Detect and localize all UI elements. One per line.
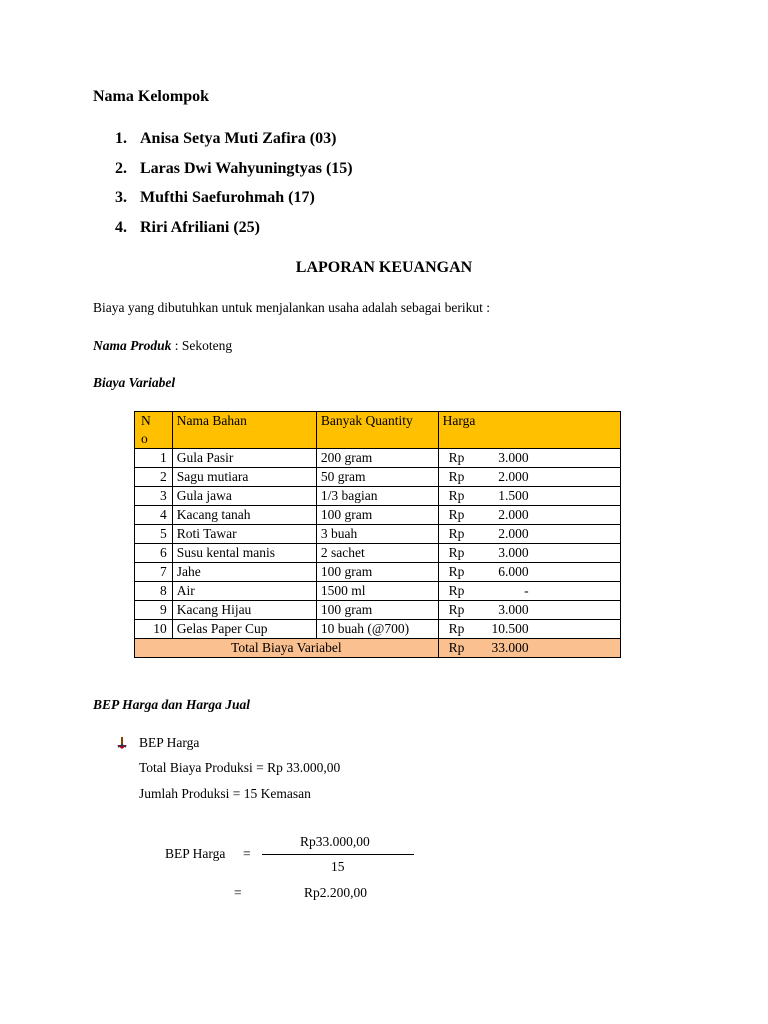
total-label: Total Biaya Variabel — [135, 639, 439, 658]
row-name: Roti Tawar — [172, 525, 316, 544]
row-qty: 100 gram — [316, 601, 438, 620]
list-item: 1. Anisa Setya Muti Zafira (03) — [115, 129, 353, 159]
row-qty: 10 buah (@700) — [316, 620, 438, 639]
col-header-qty: Banyak Quantity — [316, 412, 438, 449]
row-price: Rp 1.500 — [438, 487, 620, 506]
formula-numerator: Rp33.000,00 — [300, 834, 370, 849]
row-no: 7 — [135, 563, 173, 582]
product-sep: : — [171, 338, 182, 353]
row-qty: 50 gram — [316, 468, 438, 487]
row-price: Rp - — [438, 582, 620, 601]
row-no: 8 — [135, 582, 173, 601]
list-item: 4. Riri Afriliani (25) — [115, 218, 353, 248]
row-price: Rp 2.000 — [438, 525, 620, 544]
row-qty: 100 gram — [316, 563, 438, 582]
row-qty: 3 buah — [316, 525, 438, 544]
row-no: 4 — [135, 506, 173, 525]
row-price: Rp 3.000 — [438, 544, 620, 563]
table-row — [135, 506, 621, 525]
table-row — [135, 468, 621, 487]
bep-heading: BEP Harga dan Harga Jual — [93, 697, 251, 712]
row-qty: 100 gram — [316, 506, 438, 525]
table-row — [135, 525, 621, 544]
table-row — [135, 601, 621, 620]
row-name: Kacang Hijau — [172, 601, 316, 620]
table-row — [135, 487, 621, 506]
member-list — [115, 129, 353, 247]
list-item: 3. Mufthi Saefurohmah (17) — [115, 188, 353, 218]
row-no: 2 — [135, 468, 173, 487]
row-no: 1 — [135, 449, 173, 468]
row-name: Air — [172, 582, 316, 601]
table-header-row — [135, 412, 621, 449]
col-header-price: Harga — [438, 412, 620, 449]
row-name: Gelas Paper Cup — [172, 620, 316, 639]
formula-denominator: 15 — [331, 859, 345, 874]
product-label: Nama Produk — [93, 338, 172, 353]
row-price: Rp 3.000 — [438, 601, 620, 620]
fraction-line — [262, 854, 414, 855]
member-name: Riri Afriliani (25) — [140, 218, 260, 236]
member-name: Anisa Setya Muti Zafira (03) — [140, 130, 337, 147]
row-no: 9 — [135, 601, 173, 620]
row-name: Jahe — [172, 563, 316, 582]
formula-equals: = — [243, 846, 251, 861]
result-equals: = — [234, 885, 242, 900]
row-price: Rp 6.000 — [438, 563, 620, 582]
row-name: Sagu mutiara — [172, 468, 316, 487]
product-value: Sekoteng — [181, 338, 233, 353]
arrow-bullet-icon — [115, 736, 129, 750]
product-line — [93, 338, 232, 354]
variable-cost-heading: Biaya Variabel — [93, 375, 176, 390]
row-no: 3 — [135, 487, 173, 506]
bep-bullet-text: BEP Harga — [139, 735, 200, 750]
col-header-name: Nama Bahan — [172, 412, 316, 449]
group-heading: Nama Kelompok — [93, 88, 209, 105]
formula-label: BEP Harga — [165, 846, 226, 861]
variable-cost-table — [134, 411, 621, 658]
bep-line-qty: Jumlah Produksi = 15 Kemasan — [139, 786, 311, 801]
row-qty: 200 gram — [316, 449, 438, 468]
list-item: 2. Laras Dwi Wahyuningtyas (15) — [115, 159, 353, 189]
row-no: 5 — [135, 525, 173, 544]
row-price: Rp 3.000 — [438, 449, 620, 468]
row-name: Gula Pasir — [172, 449, 316, 468]
intro-text: Biaya yang dibutuhkan untuk menjalankan usaha adalah sebagai berikut : — [93, 300, 491, 315]
row-qty: 2 sachet — [316, 544, 438, 563]
member-name: Laras Dwi Wahyuningtyas (15) — [140, 159, 353, 177]
table-row — [135, 449, 621, 468]
row-price: Rp 10.500 — [438, 620, 620, 639]
row-qty: 1/3 bagian — [316, 487, 438, 506]
total-row — [135, 639, 621, 658]
row-name: Gula jawa — [172, 487, 316, 506]
report-title: LAPORAN KEUANGAN — [295, 259, 473, 276]
bep-line-total: Total Biaya Produksi = Rp 33.000,00 — [139, 760, 341, 775]
row-name: Kacang tanah — [172, 506, 316, 525]
formula-result: Rp2.200,00 — [304, 885, 368, 900]
table-row — [135, 563, 621, 582]
table-row — [135, 582, 621, 601]
row-price: Rp 2.000 — [438, 506, 620, 525]
member-name: Mufthi Saefurohmah (17) — [140, 189, 315, 206]
table-row — [135, 544, 621, 563]
col-header-no: N o — [135, 412, 173, 449]
row-no: 10 — [135, 620, 173, 639]
row-no: 6 — [135, 544, 173, 563]
table-row — [135, 620, 621, 639]
row-price: Rp 2.000 — [438, 468, 620, 487]
total-price: Rp 33.000 — [438, 639, 620, 658]
row-qty: 1500 ml — [316, 582, 438, 601]
row-name: Susu kental manis — [172, 544, 316, 563]
